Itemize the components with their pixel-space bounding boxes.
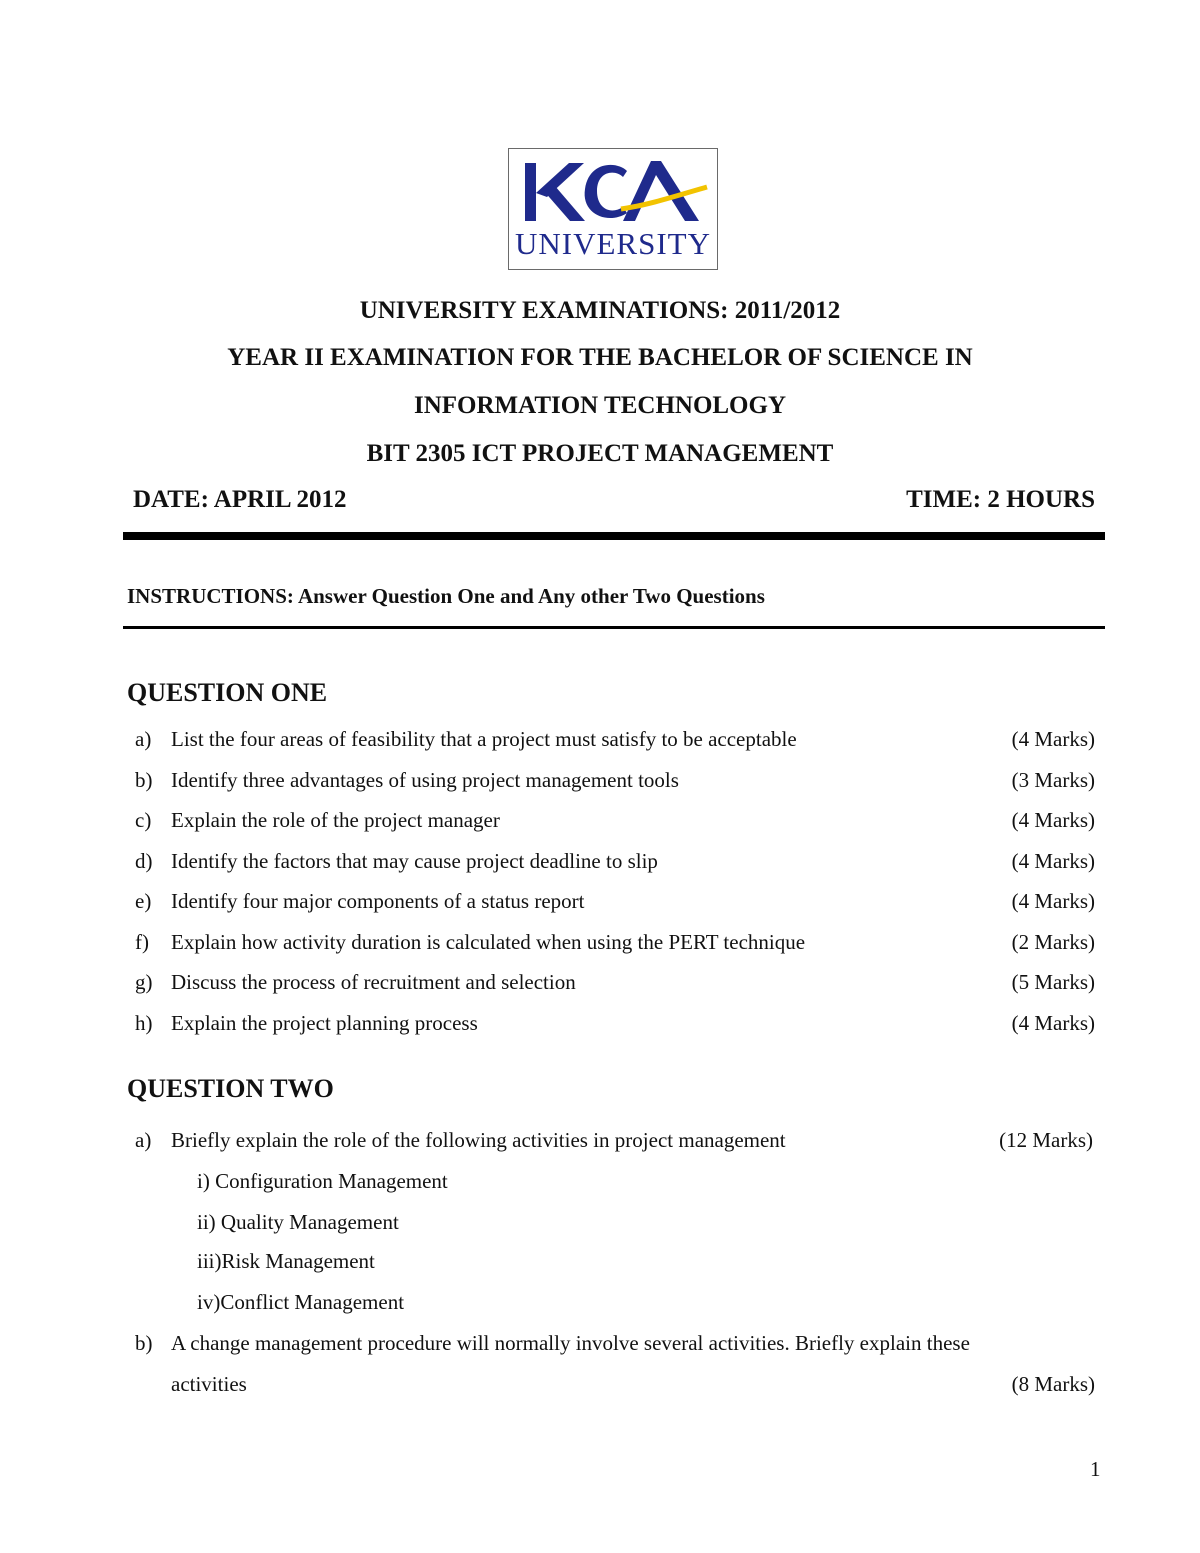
q2-subitem-iv: iv)Conflict Management (197, 1290, 405, 1314)
item-letter: a) (135, 1128, 152, 1152)
program-name: INFORMATION TECHNOLOGY (413, 392, 787, 419)
item-marks: (4 Marks) (1011, 849, 1095, 873)
item-letter: b) (135, 768, 153, 792)
divider-thin (123, 626, 1105, 629)
item-text-continued: activities (171, 1372, 247, 1396)
q2-subitem-iii: iii)Risk Management (197, 1249, 375, 1273)
item-marks: (4 Marks) (1011, 808, 1095, 832)
item-letter: f) (135, 930, 149, 954)
exam-session: UNIVERSITY EXAMINATIONS: 2011/2012 (359, 297, 841, 324)
item-text: Discuss the process of recruitment and selection (171, 970, 576, 994)
item-text: Explain how activity duration is calculated when using the PERT technique (171, 930, 806, 954)
item-marks: (2 Marks) (1011, 930, 1095, 954)
logo-university-word: UNIVERSITY (515, 226, 711, 261)
q1-item-g (0, 967, 1200, 997)
q1-item-e (0, 886, 1200, 916)
item-letter: d) (135, 849, 153, 873)
item-text: Explain the project planning process (171, 1011, 478, 1035)
q2-item-b (0, 1328, 1200, 1358)
item-text: Explain the role of the project manager (171, 808, 500, 832)
q1-item-f (0, 927, 1200, 957)
q1-item-b (0, 765, 1200, 795)
item-letter: a) (135, 727, 152, 751)
item-text: Briefly explain the role of the following activities in project management (171, 1128, 786, 1152)
course-title: BIT 2305 ICT PROJECT MANAGEMENT (366, 440, 834, 467)
q1-item-c (0, 805, 1200, 835)
kca-university-logo (508, 148, 718, 270)
item-marks: (3 Marks) (1011, 768, 1095, 792)
instructions: INSTRUCTIONS: Answer Question One and Any other Two Questions (127, 584, 765, 608)
item-letter: c) (135, 808, 152, 832)
q2-subitem-ii: ii) Quality Management (197, 1210, 399, 1234)
exam-date: DATE: APRIL 2012 (133, 486, 347, 513)
item-letter: h) (135, 1011, 153, 1035)
q1-item-h (0, 1008, 1200, 1038)
item-text: Identify three advantages of using project management tools (171, 768, 679, 792)
item-marks: (12 Marks) (999, 1128, 1093, 1152)
item-letter: g) (135, 970, 153, 994)
page-number: 1 (1090, 1457, 1101, 1481)
item-letter: e) (135, 889, 152, 913)
question-two-title: QUESTION TWO (127, 1074, 334, 1103)
exam-year-line: YEAR II EXAMINATION FOR THE BACHELOR OF SCIENCE IN (227, 344, 973, 371)
item-text: A change management procedure will normally involve several activities. Briefly explain these (171, 1331, 970, 1355)
q1-item-a (0, 724, 1200, 754)
exam-time: TIME: 2 HOURS (906, 486, 1095, 513)
item-letter: b) (135, 1331, 153, 1355)
q2-subitem-i: i) Configuration Management (197, 1169, 448, 1193)
kca-logo-mark (509, 149, 716, 229)
item-marks: (4 Marks) (1011, 1011, 1095, 1035)
item-marks: (5 Marks) (1011, 970, 1095, 994)
q2-item-b-continued (0, 1369, 1200, 1399)
item-marks: (4 Marks) (1011, 727, 1095, 751)
q2-item-a (0, 1125, 1200, 1155)
item-marks: (4 Marks) (1011, 889, 1095, 913)
divider-thick (123, 532, 1105, 540)
item-text: List the four areas of feasibility that a project must satisfy to be acceptable (171, 727, 797, 751)
question-one-title: QUESTION ONE (127, 678, 328, 707)
item-text: Identify four major components of a status report (171, 889, 585, 913)
item-text: Identify the factors that may cause project deadline to slip (171, 849, 658, 873)
item-marks: (8 Marks) (1011, 1372, 1095, 1396)
q1-item-d (0, 846, 1200, 876)
